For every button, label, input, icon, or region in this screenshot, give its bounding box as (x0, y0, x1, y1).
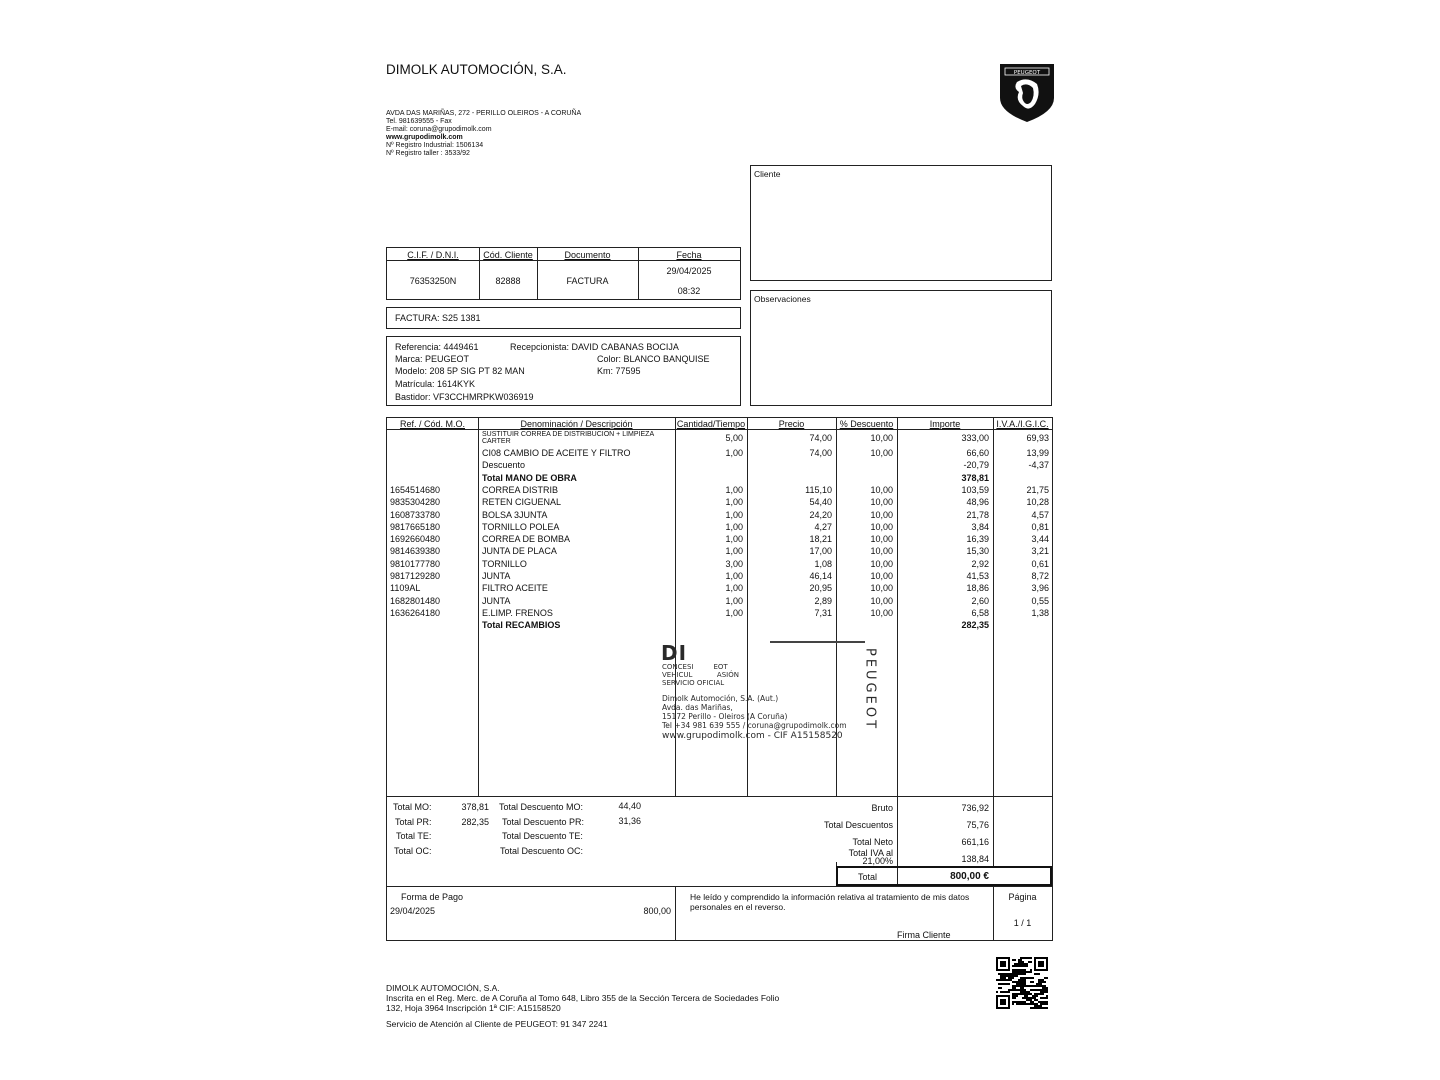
stamp-line: CONCESI EOT (662, 663, 728, 671)
col-amount: Importe (929, 419, 961, 429)
cell-desc: RETEN CIGUENAL (482, 497, 562, 508)
bruto-value: 736,92 (961, 803, 989, 813)
vehicle-referencia: Referencia: 4449461 (395, 342, 479, 352)
cell-ref: 1692660480 (390, 534, 441, 545)
cell-ref: 9817665180 (390, 521, 441, 532)
cell-qty: 1,00 (725, 521, 743, 532)
cell-qty: 1,00 (725, 571, 743, 581)
cell-amount: 66,60 (966, 448, 989, 458)
cell-amount: 18,86 (966, 583, 989, 594)
doc-header-box (386, 247, 741, 300)
cell-ref: 9817129280 (390, 571, 441, 581)
cell-price: 20,95 (809, 583, 832, 594)
cell-price: 115,10 (805, 484, 832, 495)
vehicle-marca: Marca: PEUGEOT (395, 354, 470, 364)
vehicle-matricula: Matrícula: 1614KYK (395, 379, 476, 389)
cell-desc: JUNTA DE PLACA (482, 546, 557, 557)
stamp-line: Avda. das Mariñas, (662, 703, 733, 712)
cell-amount: 21,78 (966, 509, 989, 520)
cell-amount: 2,92 (971, 558, 989, 569)
address-line: Tel. 981639555 - Fax (386, 118, 452, 125)
descuentos-label: Total Descuentos (823, 820, 893, 830)
payment-label: Forma de Pago (401, 892, 464, 902)
cell-disc: 10,00 (870, 595, 893, 606)
address-line: E-mail: coruna@grupodimolk.com (386, 126, 492, 133)
cell-price: 18,21 (809, 534, 832, 545)
invoice-number: FACTURA: S25 1381 (395, 313, 481, 323)
cell-price: 46,14 (809, 571, 832, 581)
vehicle-bastidor: Bastidor: VF3CCHMRPKW036919 (395, 392, 534, 402)
cell-amount: 282,35 (961, 620, 989, 631)
total-pr-value: 282,35 (461, 817, 489, 827)
col-ref: Ref. / Cód. M.O. (399, 419, 466, 429)
stamp-line: 15172 Perillo - Oleiros (A Coruña) (662, 712, 788, 721)
payment-box (386, 886, 1053, 941)
total-row (836, 866, 1052, 886)
cell-qty: 1,00 (725, 583, 743, 594)
col-price: Precio (778, 419, 805, 429)
cell-disc: 10,00 (870, 558, 893, 569)
cell-qty: 1,00 (725, 509, 743, 520)
discount-mo-label: Total Descuento MO: (499, 802, 584, 812)
summary-box (386, 796, 1053, 887)
cell-vat: 0,61 (1031, 558, 1049, 569)
total-pr-label: Total PR: (395, 817, 432, 827)
cell-disc: 10,00 (870, 521, 893, 532)
cell-vat: 8,72 (1031, 571, 1049, 581)
client-box (750, 165, 1052, 281)
cell-qty: 1,00 (725, 595, 743, 606)
company-stamp (658, 638, 888, 748)
cell-disc: 10,00 (870, 571, 893, 581)
stamp-line: www.grupodimolk.com - CIF A15158520 (662, 731, 843, 741)
header-date: Fecha (676, 250, 702, 260)
cell-qty: 1,00 (725, 607, 743, 618)
vehicle-recepcionista: Recepcionista: DAVID CABANAS BOCIJA (510, 342, 679, 352)
observations-label: Observaciones (754, 294, 811, 304)
cell-vat: 21,75 (1026, 484, 1049, 495)
cell-amount: 41,53 (966, 571, 989, 581)
cell-desc: BOLSA 3JUNTA (482, 509, 548, 520)
cell-disc: 10,00 (870, 534, 893, 545)
cell-qty: 3,00 (725, 558, 743, 569)
cell-ref: 9835304280 (390, 497, 441, 508)
cell-disc: 10,00 (870, 433, 893, 443)
discount-oc-label: Total Descuento OC: (500, 846, 584, 856)
page-number: 1 / 1 (1013, 918, 1032, 928)
cell-amount: 3,84 (971, 521, 989, 532)
cell-desc: CORREA DISTRIB (482, 484, 559, 495)
cell-desc: TORNILLO (482, 558, 527, 569)
cell-qty: 1,00 (725, 497, 743, 508)
header-cif: C.I.F. / D.N.I. (407, 250, 459, 260)
cell-vat: 1,38 (1031, 607, 1049, 618)
footer-company: DIMOLK AUTOMOCIÓN, S.A. (386, 983, 500, 993)
cell-amount: 6,58 (971, 607, 989, 618)
cell-vat: 3,96 (1031, 583, 1049, 594)
cell-qty: 1,00 (725, 534, 743, 545)
cell-desc: JUNTA (482, 571, 511, 581)
cell-price: 1,08 (814, 558, 832, 569)
cell-desc: E.LIMP. FRENOS (482, 607, 553, 618)
cell-disc: 10,00 (870, 497, 893, 508)
cell-ref: 1682801480 (390, 595, 441, 606)
vehicle-km: Km: 77595 (597, 366, 641, 376)
total-mo-value: 378,81 (461, 802, 489, 812)
company-name: DIMOLK AUTOMOCIÓN, S.A. (386, 62, 567, 77)
address-line: Nº Registro taller : 3533/92 (386, 150, 470, 157)
cell-desc: Descuento (482, 460, 526, 471)
cell-amount: 2,60 (971, 595, 989, 606)
cell-amount: 103,59 (961, 484, 989, 495)
client-code-value: 82888 (495, 276, 521, 286)
page-label: Página (1008, 892, 1037, 902)
cell-ref: 1109AL (390, 583, 421, 594)
cell-ref: 1636264180 (390, 607, 441, 618)
cell-desc: TORNILLO POLEA (482, 521, 560, 532)
stamp-line: Tel +34 981 639 555 / coruna@grupodimolk.com (662, 721, 847, 730)
cell-price: 24,20 (809, 509, 832, 520)
header-document: Documento (564, 250, 611, 260)
payment-amount: 800,00 (643, 906, 671, 916)
cell-desc-continued: CARTER (482, 438, 511, 445)
cell-price: 54,40 (809, 497, 832, 508)
cell-amount: 333,00 (961, 433, 989, 443)
neto-label: Total Neto (852, 837, 893, 847)
cell-ref: 1654514680 (390, 484, 441, 495)
col-vat: I.V.A./I.G.I.C. (996, 419, 1049, 429)
address-line: Nº Registro Industrial: 1506134 (386, 142, 484, 149)
cell-amount: 15,30 (966, 546, 989, 557)
col-qty: Cantidad/Tiempo (676, 419, 746, 429)
col-desc: Denominación / Descripción (520, 419, 633, 429)
cell-disc: 10,00 (870, 583, 893, 594)
cell-qty: 1,00 (725, 546, 743, 557)
cell-desc: FILTRO ACEITE (482, 583, 548, 594)
cell-amount: 48,96 (966, 497, 989, 508)
cell-qty: 1,00 (725, 448, 743, 458)
vehicle-color: Color: BLANCO BANQUISE (597, 354, 710, 364)
cell-desc: SUSTITUIR CORREA DE DISTRIBUCION + LIMPIEZA (482, 431, 655, 438)
total-mo-label: Total MO: (393, 802, 432, 812)
cell-disc: 10,00 (870, 484, 893, 495)
footer-service: Servicio de Atención al Cliente de PEUGEOT: 91 347 2241 (386, 1019, 608, 1029)
discount-te-label: Total Descuento TE: (502, 831, 583, 841)
cif-value: 76353250N (409, 276, 457, 286)
company-address (386, 110, 581, 158)
total-value: 800,00 € (950, 871, 989, 882)
cell-qty: 5,00 (725, 433, 743, 443)
discount-mo-value: 44,40 (618, 801, 641, 811)
cell-vat: 0,55 (1031, 595, 1049, 606)
total-te-label: Total TE: (396, 831, 432, 841)
cell-desc: CORREA DE BOMBA (482, 534, 571, 545)
stamp-line: VEHICUL ASIÓN (662, 671, 739, 679)
cell-disc: 10,00 (870, 448, 893, 458)
cell-vat: 69,93 (1026, 433, 1049, 443)
cell-price: 74,00 (809, 448, 832, 458)
cell-vat: -4,37 (1028, 460, 1049, 471)
footer-registry-2: 132, Hoja 3964 Inscripción 1ª CIF: A15158520 (386, 1003, 561, 1013)
time-value: 08:32 (677, 286, 701, 296)
cell-ref: 9810177780 (390, 558, 441, 569)
cell-ref: 9814639380 (390, 546, 441, 557)
date-value: 29/04/2025 (666, 266, 712, 276)
cell-amount: 16,39 (966, 534, 989, 545)
discount-pr-label: Total Descuento PR: (502, 817, 585, 827)
cell-vat: 13,99 (1026, 448, 1049, 458)
discount-pr-value: 31,36 (618, 816, 641, 826)
cell-desc: JUNTA (482, 595, 511, 606)
cell-vat: 3,21 (1031, 546, 1049, 557)
cell-disc: 10,00 (870, 509, 893, 520)
cell-desc: Total RECAMBIOS (482, 620, 561, 631)
total-oc-label: Total OC: (394, 846, 432, 856)
cell-ref: 1608733780 (390, 509, 441, 520)
vehicle-box (386, 336, 741, 406)
stamp-big-text: DI (661, 641, 688, 665)
descuentos-value: 75,76 (966, 820, 989, 830)
invoice-number-box (386, 307, 741, 329)
cell-vat: 3,44 (1031, 534, 1049, 545)
cell-vat: 0,81 (1031, 521, 1049, 532)
logo-text: PEUGEOT (1013, 70, 1041, 76)
bruto-label: Bruto (871, 803, 893, 813)
client-label: Cliente (754, 169, 781, 179)
footer-registry: Inscrita en el Reg. Merc. de A Coruña al Tomo 648, Libro 355 de la Sección Tercera de Sociedades Folio (386, 993, 780, 1003)
cell-desc: CI08 CAMBIO DE ACEITE Y FILTRO (482, 448, 631, 458)
cell-disc: 10,00 (870, 546, 893, 557)
cell-price: 4,27 (814, 521, 832, 532)
privacy-text-2: personales en el reverso. (690, 902, 786, 912)
address-line: www.grupodimolk.com (386, 134, 463, 141)
cell-amount: 378,81 (961, 472, 989, 483)
cell-amount: -20,79 (963, 460, 989, 471)
observations-box (750, 290, 1052, 406)
vehicle-modelo: Modelo: 208 5P SIG PT 82 MAN (395, 366, 525, 376)
cell-price: 74,00 (809, 433, 832, 443)
payment-date: 29/04/2025 (390, 906, 436, 916)
privacy-text: He leído y comprendido la información relativa al tratamiento de mis datos (690, 892, 970, 902)
qr-code (996, 957, 1048, 1009)
total-label: Total (857, 872, 877, 882)
stamp-vertical-text: PEUGEOT (862, 647, 878, 732)
document-value: FACTURA (566, 276, 609, 286)
iva-value: 138,84 (961, 854, 989, 864)
cell-desc: Total MANO DE OBRA (482, 472, 577, 483)
stamp-line: SERVICIO OFICIAL (662, 679, 725, 687)
stamp-line: Dimolk Automoción, S.A. (Aut.) (662, 694, 779, 703)
neto-value: 661,16 (961, 837, 989, 847)
address-line: AVDA DAS MARIÑAS, 272 - PERILLO OLEIROS - A CORUÑA (386, 110, 582, 117)
iva-label: Total IVA al (848, 848, 893, 858)
col-discount: % Descuento (839, 419, 894, 429)
cell-price: 7,31 (814, 607, 832, 618)
cell-qty: 1,00 (725, 484, 743, 495)
header-client-code: Cód. Cliente (483, 250, 533, 260)
peugeot-logo (997, 62, 1057, 124)
cell-price: 17,00 (809, 546, 832, 557)
footer (386, 983, 779, 1029)
firma-cliente: Firma Cliente (897, 930, 951, 940)
cell-vat: 4,57 (1031, 509, 1049, 520)
iva-rate: 21,00% (862, 856, 893, 866)
cell-vat: 10,28 (1026, 497, 1049, 508)
cell-price: 2,89 (814, 595, 832, 606)
cell-disc: 10,00 (870, 607, 893, 618)
